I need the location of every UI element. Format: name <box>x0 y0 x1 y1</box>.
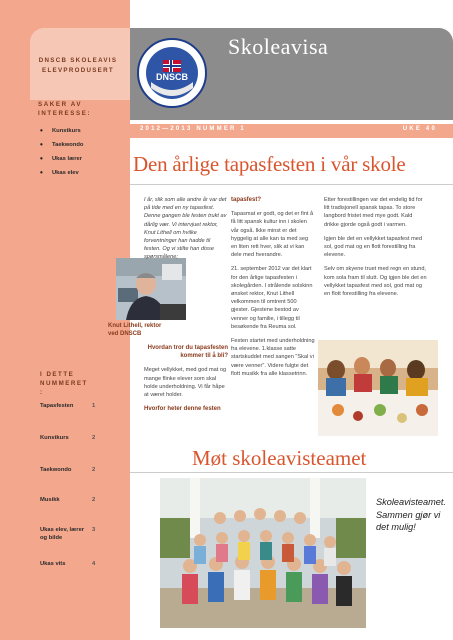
toc-label: Ukas vits <box>40 561 66 567</box>
col2-paragraph-3: Festen startet med underholdning fra elevene. 1.klasse satte startskuddet med sangen "Skal vi være venner". Videre fulgte det flott musikk fra alle klassetrinn. <box>231 338 315 377</box>
toc-page: 2 <box>92 497 96 503</box>
team-quote: Skoleavisteamet. Sammen gjør vi det mulig! <box>376 497 446 532</box>
toc-row <box>40 402 120 410</box>
interview-question-2: Hvorfor heter denne festen <box>144 406 221 413</box>
toc-row <box>40 560 120 568</box>
toc-row <box>40 526 120 542</box>
party-photo <box>318 340 438 436</box>
team-divider <box>130 472 453 473</box>
toc-page: 3 <box>92 527 96 533</box>
caption-line2: ved DNSCB <box>108 331 142 337</box>
logo-text: DNSCB <box>155 72 189 82</box>
caption-line1: Knut Lithell, rektor <box>108 323 162 329</box>
toc-heading-line1: I DETTE <box>40 371 75 378</box>
toc-page: 4 <box>92 561 96 567</box>
toc-page: 2 <box>92 467 96 473</box>
topics-list <box>40 124 83 180</box>
toc-label: Taekwondo <box>40 467 72 473</box>
masthead-title: Skoleavisa <box>228 34 329 59</box>
toc-label: Musikk <box>40 497 60 503</box>
topic-item: • Kunstkurs <box>40 124 83 138</box>
issue-bar <box>130 124 453 138</box>
toc-heading <box>40 370 120 397</box>
headline-divider <box>130 184 453 185</box>
article-headline: Den årlige tapasfesten i vår skole <box>133 152 406 176</box>
toc-heading-line2: NUMMERET <box>40 380 88 387</box>
toc-heading-line3: : <box>40 389 44 396</box>
toc-label: Kunstkurs <box>40 435 69 441</box>
interview-question-1: Hvordan tror du tapasfesten kommer til å bli? <box>147 345 228 360</box>
toc-label: Tapasfesten <box>40 403 74 409</box>
topics-heading-line1: SAKER AV <box>38 101 83 108</box>
topics-heading-line2: INTERESSE: <box>38 110 92 117</box>
topics-heading <box>38 100 128 118</box>
toc-row <box>40 496 120 504</box>
article-intro <box>144 196 228 262</box>
school-logo <box>137 38 207 108</box>
topic-item: • Taekwondo <box>40 138 83 152</box>
toc-row <box>40 434 120 442</box>
article-column-3 <box>324 196 428 304</box>
issue-week: UKE 40 <box>402 126 437 132</box>
article-column-1 <box>144 344 228 419</box>
col3-paragraph-2: Igjen ble det en vellykket tapasfest med sol, god mat og en flott forestilling fra elevene. <box>324 235 422 259</box>
school-name-line2: ELEVPRODUSERT <box>42 67 114 74</box>
school-name <box>28 56 128 76</box>
interview-answer-1: Meget vellykket, med god mat og mange flinke elever som skal holde underholdning. Vi får håpe at været holder. <box>144 367 227 399</box>
team-headline: Møt skoleavisteamet <box>192 446 367 470</box>
col2-question: tapasfest? <box>231 197 262 203</box>
toc-page: 1 <box>92 403 96 409</box>
col3-paragraph-1: Etter forestillingen var det endelig tid for litt tradisjonell spansk tapas. To store langbord fristet med mye godt. Kald drikke gjorde også godt i varmen. <box>324 197 423 228</box>
col2-paragraph-2: 21. september 2012 var det klart for den årlige tapasfesten i skolegården. I strålende solskinn ønsket rektor, Knut Lithell velkommen til omtrent 500 gjester. Gjestene bestod av venner og familie, i tillegg til besøkende fra Reuma sol. <box>231 266 313 330</box>
toc-page: 2 <box>92 435 96 441</box>
school-name-line1: DNSCB SKOLEAVIS <box>38 57 118 64</box>
toc-label: Ukas elev, lærer og bilde <box>40 527 85 541</box>
photo-caption <box>108 322 190 338</box>
team-photo <box>160 478 366 628</box>
article-column-2 <box>231 196 315 384</box>
issue-number: 2012—2013 NUMMER 1 <box>140 126 246 132</box>
toc-row <box>40 466 120 474</box>
article-intro-text: I år, slik som alle andre år var det på tide med en ny tapasfest. Denne gangen ble festen trukt av dårlig vær. Vi intervjuet rektor, Knut Lithell om hvilke forventninger han hadde til festen. Og vi stilte han disse spørsmålene; <box>144 197 227 261</box>
topic-item: • Ukas elev <box>40 166 83 180</box>
topic-item: • Ukas lærer <box>40 152 83 166</box>
col2-paragraph-1: Tapasmat er godt, og det er fint å få litt spansk kultur inn i skolen vår også. Ikke minst er det hyggelig at alle kan ta med seg en liten rett hver, slik at vi kan dele med hverandre. <box>231 211 314 259</box>
col3-paragraph-3: Selv om skyene truet med regn en stund, kom sola fram til slutt. Og igjen ble det en vellykket tapasfest med sol, god mat og en flott forestilling fra elevene. <box>324 266 427 298</box>
principal-photo <box>116 258 186 320</box>
